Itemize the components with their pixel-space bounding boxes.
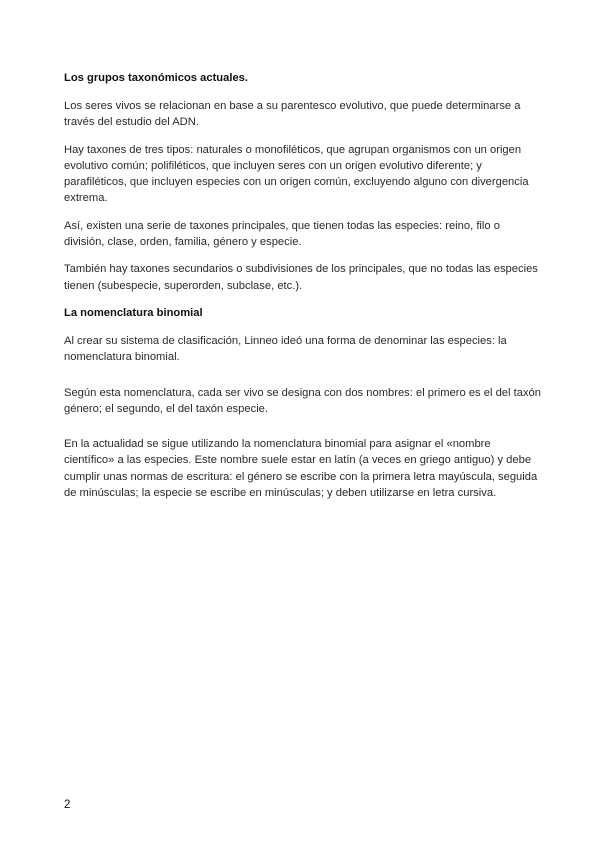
paragraph-evolutionary-relationship: Los seres vivos se relacionan en base a su parentesco evolutivo, que puede determinarse a través del estudio del ADN. xyxy=(64,100,521,129)
paragraph-taxon-types: Hay taxones de tres tipos: naturales o monofiléticos, que agrupan organismos con un origen evolutivo común; polifiléticos, que incluyen seres con un origen evolutivo diferente; y parafiléticos, que incluyen especies con un origen común, excluyendo alguno con divergencia extrema. xyxy=(64,143,529,205)
paragraph-scientific-name-rules: En la actualidad se sigue utilizando la nomenclatura binomial para asignar el «nombre científico» a las especies. Este nombre suele estar en latín (a veces en griego antiguo) y debe cumplir unas normas de escritura: el género se escribe con la primera letra mayúscula, seguida de minúsculas; la especie se escribe en minúsculas; y deben utilizarse en letra cursiva. xyxy=(64,438,538,500)
section-heading-taxonomic-groups: Los grupos taxonómicos actuales. xyxy=(64,72,249,84)
paragraph-secondary-taxa: También hay taxones secundarios o subdivisiones de los principales, que no todas las especies tienen (subespecie, superorden, subclase, etc.). xyxy=(64,263,538,292)
paragraph-linneo-system: Al crear su sistema de clasificación, Linneo ideó una forma de denominar las especies: la nomenclatura binomial. xyxy=(64,334,507,364)
section-heading-binomial-nomenclature: La nomenclatura binomial xyxy=(64,306,203,319)
page-content xyxy=(64,70,542,512)
paragraph-two-names: Según esta nomenclatura, cada ser vivo se designa con dos nombres: el primero es el del taxón género; el segundo, el del taxón especie. xyxy=(64,386,541,415)
page-number: 2 xyxy=(64,799,71,811)
paragraph-main-taxa: Así, existen una serie de taxones principales, que tienen todas las especies: reino, filo o división, clase, orden, familia, género y especie. xyxy=(64,219,500,249)
